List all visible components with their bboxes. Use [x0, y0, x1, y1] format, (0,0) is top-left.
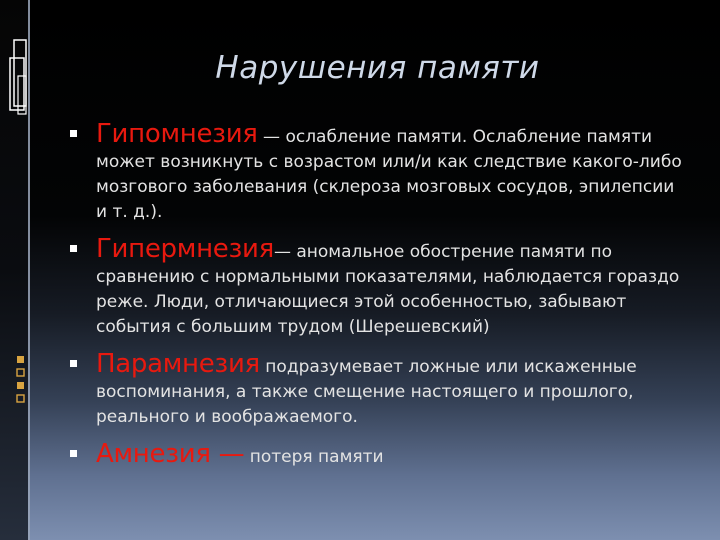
- square-bullet-icon: [70, 360, 77, 367]
- list-item-paramnesia: [70, 350, 690, 430]
- square-bullet-icon: [70, 450, 77, 457]
- deco-square-4: [17, 395, 24, 402]
- term-label: Амнезия —: [96, 439, 245, 469]
- term-label: Гипермнезия: [96, 234, 274, 264]
- square-bullet-icon: [70, 245, 77, 252]
- deco-square-3: [17, 382, 24, 389]
- deco-square-2: [17, 369, 24, 376]
- term-label: Парамнезия: [96, 349, 260, 379]
- list-item-amnesia: [70, 440, 690, 470]
- term-description: потеря памяти: [244, 447, 384, 467]
- slide-title: Нарушения памяти: [215, 50, 540, 86]
- list-item-hypomnesia: [70, 120, 690, 225]
- term-description: — аномальное обострение памяти по сравнению с нормальными показателями, наблюдается гораздо реже. Люди, отличающиеся этой особенностью, забывают события с большим трудом (Шерешевский): [96, 242, 680, 337]
- list-item-hypermnesia: [70, 235, 690, 340]
- square-bullet-icon: [70, 130, 77, 137]
- term-label: Гипомнезия: [96, 119, 258, 149]
- term-description: — ослабление памяти. Ослабление памяти может возникнуть с возрастом или/и как следствие какого-либо мозгового заболевания (склероза мозговых сосудов, эпилепсии и т. д.).: [96, 127, 682, 222]
- bullet-list: [70, 120, 690, 480]
- term-description: подразумевает ложные или искаженные воспоминания, а также смещение настоящего и прошлого, реального и воображаемого.: [96, 357, 637, 427]
- deco-square-1: [17, 356, 24, 363]
